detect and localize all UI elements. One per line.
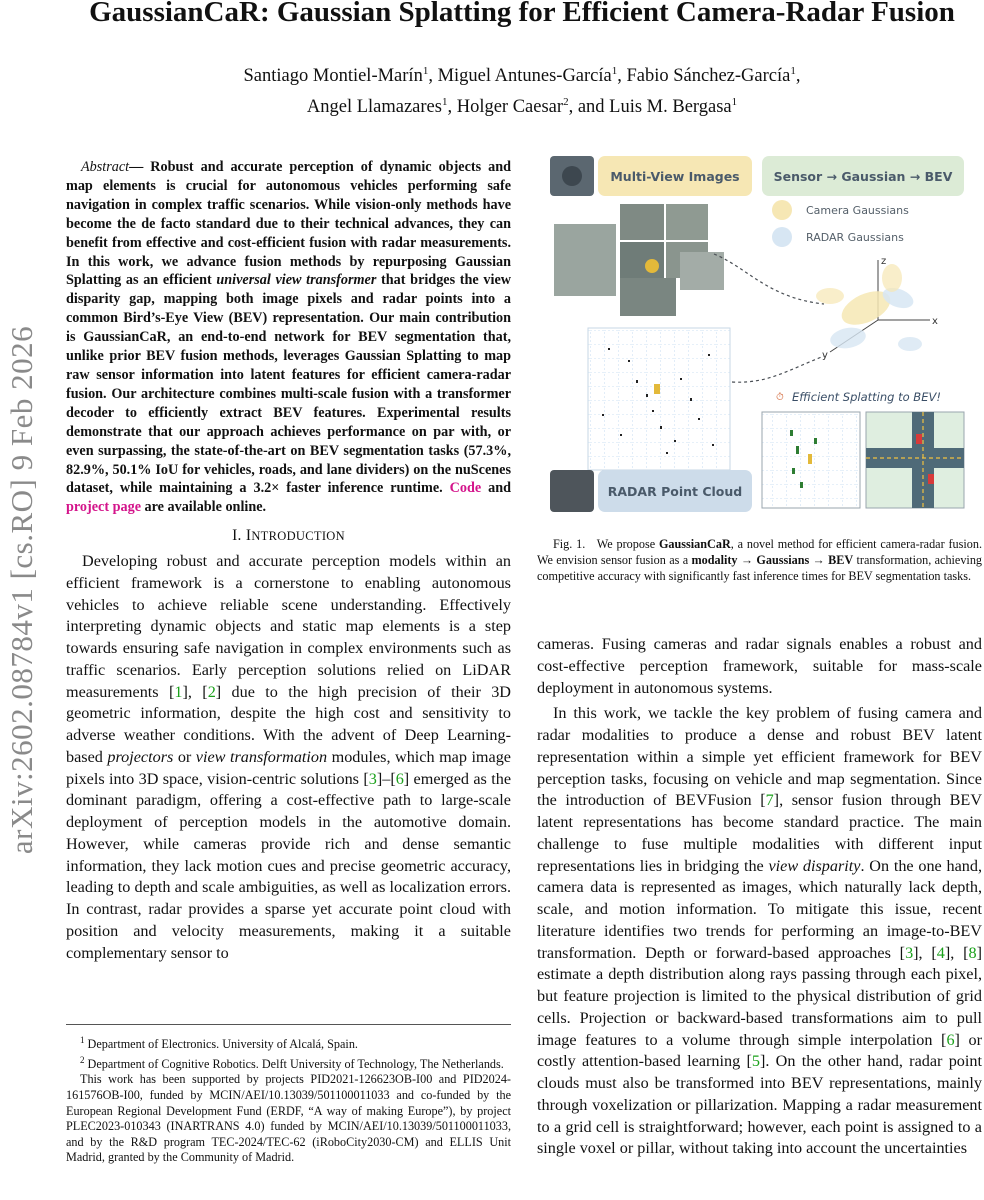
paragraph-text: , bbox=[950, 943, 964, 962]
caption-text: transformation, achieving competitive accuracy with significantly fast inference times for BEV segmentation tasks. bbox=[537, 552, 983, 583]
intro-paragraph-continuation: cameras. Fusing cameras and radar signals enables a robust and cost-effective perception framework, suitable for mass-scale deployment in autonomous systems. bbox=[537, 635, 982, 697]
paragraph-text: . On the one hand, camera data is represented as images, which naturally lack depth, scale, and motion information. To mitigate this issue, recent literature identifies two trends for performing an image-to-BEV transformation. Depth or forward-based approaches bbox=[537, 856, 982, 962]
arxiv-identifier[interactable]: arXiv:2602.08784v1 [cs.RO] 9 Feb 2026 bbox=[4, 325, 39, 855]
footnote-text: This work has been supported by projects PID2021-126623OB-I00 and PID2024-161576OB-I00, funded by MCIN/AEI/10.13039/501100011033 and co-funded by the European Regional Development Fund (ERDF, “A way of making Europe”), by project PLEC2023-010343 (INARTRANS 4.0) funded by MCIN/AEI/10.13039/501100011033, and by the R&D program TEC-2024/TEC-62 (iRoboCity2030-CM) and ELLIS Unit Madrid, granted by the Community of Madrid. bbox=[66, 1072, 511, 1165]
author-name: Holger Caesar bbox=[456, 97, 564, 118]
affiliation-mark: 1 bbox=[441, 96, 448, 109]
left-column bbox=[66, 158, 511, 964]
italic-term: view transformation bbox=[195, 747, 328, 766]
citation-link[interactable]: 4 bbox=[936, 943, 945, 962]
caption-bold: GaussianCaR bbox=[658, 537, 731, 551]
author-name: and Luis M. Bergasa bbox=[577, 97, 732, 118]
citation-link[interactable]: 3 bbox=[905, 943, 914, 962]
multi-view-images-label: Multi-View Images bbox=[610, 169, 740, 184]
footnote-text: Department of Cognitive Robotics. Delft University of Technology, The Netherlands. bbox=[87, 1056, 504, 1071]
citation-link[interactable]: 1 bbox=[174, 682, 183, 701]
figure-1 bbox=[548, 148, 968, 518]
caption-bold: BEV bbox=[828, 552, 854, 567]
abstract-text: are available online. bbox=[141, 499, 267, 516]
author-name: Angel Llamazares bbox=[306, 97, 442, 118]
camera-gaussians-swatch bbox=[772, 200, 792, 220]
project-page-link[interactable]: project page bbox=[66, 499, 141, 516]
affiliation-mark: 1 bbox=[611, 65, 618, 77]
abstract-text: and bbox=[481, 480, 511, 497]
author-line-1: Santiago Montiel-Marín$^1$, Miguel Antunes-García$^1$, Fabio Sánchez-García$^1$, bbox=[243, 65, 801, 87]
abstract-text: — Robust and accurate perception of dynamic objects and map elements is crucial for autonomous vehicles performing safe navigation in complex traffic scenarios. While vision-only methods have become the de facto standard due to their technical advances, they can benefit from effective and cost-efficient fusion with radar measurements. In this work, we advance fusion methods by repurposing Gaussian Splatting as an efficient bbox=[66, 159, 511, 289]
caption-bold: modality bbox=[691, 552, 738, 567]
paragraph-text: due to the high precision of their 3D geometric information, despite the high cost and sensitivity to adverse weather conditions. With the advent of Deep Learning-based bbox=[66, 682, 511, 766]
author-name: Miguel Antunes-García bbox=[437, 66, 612, 87]
arxiv-sidebar bbox=[0, 270, 44, 910]
section-title-rest: NTRODUCTION bbox=[251, 529, 345, 544]
citation-link[interactable]: 8 bbox=[968, 943, 977, 962]
paragraph-text: – bbox=[382, 769, 391, 788]
figure-1-diagram bbox=[548, 148, 968, 518]
citation-link[interactable]: 3 bbox=[368, 769, 377, 788]
italic-term: view disparity bbox=[768, 856, 861, 875]
paragraph-text: . On the other hand, radar point clouds must also be transformed into BEV representations, mainly through voxelization or pillarization. Mapping a radar measurement to a grid cell is straightforward; however, each point is assigned to a single voxel or pillar, without taking into account the uncertainties bbox=[537, 1052, 982, 1158]
footnote-mark: 1 bbox=[80, 1035, 85, 1045]
intro-paragraph-2: In this work, we tackle the key problem of fusing camera and radar modalities to produce a dense and robust BEV latent representation within a simple yet efficient framework for BEV perception tasks, focusing on vehicle and map segmentation. Since the introduction of BEVFusion [7], sensor fusion through BEV latent representations has become standard practice. The main challenge to fuse multiple modalities with different input representations lies in bridging the view disparity. On the one hand, camera data is represented as images, which naturally lack depth, scale, and motion information. To mitigate this issue, recent literature identifies two trends for performing an image-to-BEV transformation. Depth or forward-based approaches [3], [4], [8] estimate a depth distribution along rays passing through each pixel, but feature projection is limited to the physical distribution of grid cells. Projection or backward-based transformations aim to pull image features to a volume through simple interpolation [6] or costly attention-based learning [5]. On the other hand, radar point clouds must also be transformed into BEV representations, mainly through voxelization or pillarization. Mapping a radar measurement to a grid cell is straightforward; however, each point is assigned to a single voxel or pillar, without taking into account the uncertainties bbox=[537, 704, 983, 1158]
author-block bbox=[60, 58, 984, 120]
radar-gaussians-label: RADAR Gaussians bbox=[806, 231, 904, 244]
footnotes bbox=[66, 1024, 511, 1166]
axis-z-label: z bbox=[881, 256, 887, 267]
intro-paragraph-1: Developing robust and accurate perception models within an efficient framework is a cornerstone to enabling autonomous vehicles to achieve reliable scene understanding. Effectively interpreting dynamic objects and static map elements is a step towards ensuring safe navigation in complex environments such as traffic scenarios. Early perception solutions relied on LiDAR measurements [1], [2] due to the high precision of their 3D geometric information, despite the high cost and sensitivity to adverse weather conditions. With the advent of Deep Learning-based projectors or view transformation modules, which map image pixels into 3D space, vision-centric solutions [3]–[6] emerged as the dominant paradigm, offering a cost-effective path to large-scale deployment of perception models in the automotive domain. However, while cameras provide rich and dense semantic information, they lack motion cues and precise geometric accuracy, leading to depth and scale ambiguities, as well as localization errors. In contrast, radar provides a sparse yet accurate point cloud with position and velocity measurements, making it a suitable complementary sensor to bbox=[66, 552, 511, 962]
caption-text: , a novel method for efficient camera-radar fusion. We envision sensor fusion as a bbox=[537, 537, 982, 567]
citation-link[interactable]: 6 bbox=[395, 769, 404, 788]
axis-x-label: x bbox=[932, 316, 938, 327]
radar-point-cloud-label: RADAR Point Cloud bbox=[607, 484, 743, 499]
footnote-mark: 2 bbox=[80, 1054, 85, 1065]
paragraph-text: emerged as the dominant paradigm, offering a cost-effective path to large-scale deployment of perception models in the automotive domain. However, while cameras provide rich and dense semantic information, they lack motion cues and precise geometric accuracy, leading to depth and scale ambiguities, as well as localization errors. In contrast, radar provides a sparse yet accurate point cloud with position and velocity measurements, making it a suitable complementary sensor to bbox=[66, 769, 511, 962]
caption-label: Fig. 1. bbox=[553, 537, 586, 551]
caption-text: We propose bbox=[596, 537, 659, 551]
axis-y-label: y bbox=[822, 350, 828, 361]
radar-flow-arrow bbox=[732, 356, 824, 382]
citation-link[interactable]: 2 bbox=[207, 682, 216, 701]
citation-link[interactable]: 7 bbox=[765, 791, 774, 810]
paragraph-text: Developing robust and accurate perception models within an efficient framework is a cornerstone to enabling autonomous vehicles to achieve reliable scene understanding. Effectively interpreting dynamic objects and static map elements is a step towards ensuring safe navigation in complex environments such as traffic scenarios. Early perception solutions relied on LiDAR measurements bbox=[66, 552, 511, 701]
citation-link[interactable]: 5 bbox=[751, 1052, 760, 1071]
citation-link[interactable]: 6 bbox=[946, 1030, 955, 1049]
ego-vehicle-marker bbox=[654, 384, 660, 394]
abstract-emphasis: universal view transformer bbox=[216, 272, 377, 289]
affiliation-mark: 2 bbox=[563, 96, 569, 109]
ego-vehicle-icon bbox=[645, 259, 659, 273]
paragraph-text: , sensor fusion through BEV latent representations has become standard practice. The main challenge to fuse multiple modalities with different input representations lies in bridging the bbox=[537, 791, 983, 875]
camera-flow-arrow bbox=[714, 254, 824, 304]
code-link[interactable]: Code bbox=[449, 480, 482, 497]
affiliation-mark: 1 bbox=[731, 96, 738, 109]
caption-bold: Gaussians bbox=[756, 552, 810, 567]
affiliation-mark: 1 bbox=[790, 65, 796, 77]
caption-arrow: → bbox=[809, 552, 829, 567]
caption-arrow: → bbox=[737, 552, 757, 567]
paragraph-text: modules, which map image pixels into 3D space, vision-centric solutions bbox=[66, 747, 511, 788]
paragraph-text: or bbox=[173, 747, 196, 766]
paragraph-text: In this work, we tackle the key problem of fusing camera and radar modalities to produce a dense and robust BEV latent representation within a simple yet efficient framework for BEV perception tasks, focusing on vehicle and map segmentation. Since the introduction of BEVFusion bbox=[537, 704, 982, 810]
author-name: Fabio Sánchez-García bbox=[626, 66, 791, 87]
abstract bbox=[66, 158, 511, 517]
gaussian-3d-axes bbox=[816, 256, 938, 361]
stopwatch-icon: ⏱ bbox=[776, 392, 784, 403]
paragraph-text: or costly attention-based learning bbox=[537, 1030, 982, 1071]
affiliation-mark: 1 bbox=[422, 65, 429, 77]
camera-gaussians-label: Camera Gaussians bbox=[806, 204, 909, 217]
footnote-text: Department of Electronics. University of Alcalá, Spain. bbox=[87, 1037, 358, 1052]
radar-sensor-photo bbox=[550, 470, 594, 512]
section-heading-introduction bbox=[66, 527, 511, 545]
author-line-2: Angel Llamazares$^1$, Holger Caesar$^2$, and Luis M. Bergasa$^1$ bbox=[306, 96, 738, 118]
paragraph-text: , bbox=[918, 943, 932, 962]
right-column bbox=[537, 634, 982, 1160]
section-number: I. bbox=[232, 527, 242, 545]
figure-1-caption bbox=[537, 537, 982, 584]
paragraph-text: estimate a depth distribution along rays passing through each pixel, but feature projection is limited to the physical distribution of grid cells. Projection or backward-based transformations aim to pull image features to a volume through simple interpolation bbox=[537, 965, 982, 1049]
abstract-label: Abstract bbox=[81, 159, 130, 175]
footnote-2 bbox=[66, 1053, 511, 1073]
multi-view-image-mosaic bbox=[554, 204, 724, 316]
funding-note bbox=[66, 1072, 511, 1166]
italic-term: projectors bbox=[107, 747, 174, 766]
footnote-1 bbox=[66, 1033, 511, 1053]
camera-lens bbox=[562, 166, 582, 186]
abstract-text: that bridges the view disparity gap, mapping both image pixels and radar points into a common Bird’s-Eye View (BEV) representation. Our main contribution is GaussianCaR, an end-to-end network for BEV segmentation that, unlike prior BEV fusion methods, leverages Gaussian Splatting to map raw sensor information into latent features for efficient camera-radar fusion. Our architecture combines multi-scale fusion with a transformer decoder to efficiently extract BEV features. Experimental results demonstrate that our approach achieves performance on par with, or even surpassing, the state-of-the-art on BEV segmentation tasks (57.3%, 82.9%, 50.1% IoU for vehicles, roads, and lane dividers) on the nuScenes dataset, while maintaining a 3.2× faster inference runtime. bbox=[66, 272, 511, 497]
radar-gaussians-swatch bbox=[772, 227, 792, 247]
sensor-gaussian-bev-label: Sensor → Gaussian → BEV bbox=[773, 169, 953, 184]
author-name: Santiago Montiel-Marín bbox=[243, 66, 423, 87]
section-initial: I bbox=[245, 527, 252, 545]
paper-title: GaussianCaR: Gaussian Splatting for Efficient Camera-Radar Fusion bbox=[89, 0, 955, 28]
paragraph-text: , bbox=[187, 682, 203, 701]
efficient-splatting-label: Efficient Splatting to BEV! bbox=[792, 390, 941, 404]
